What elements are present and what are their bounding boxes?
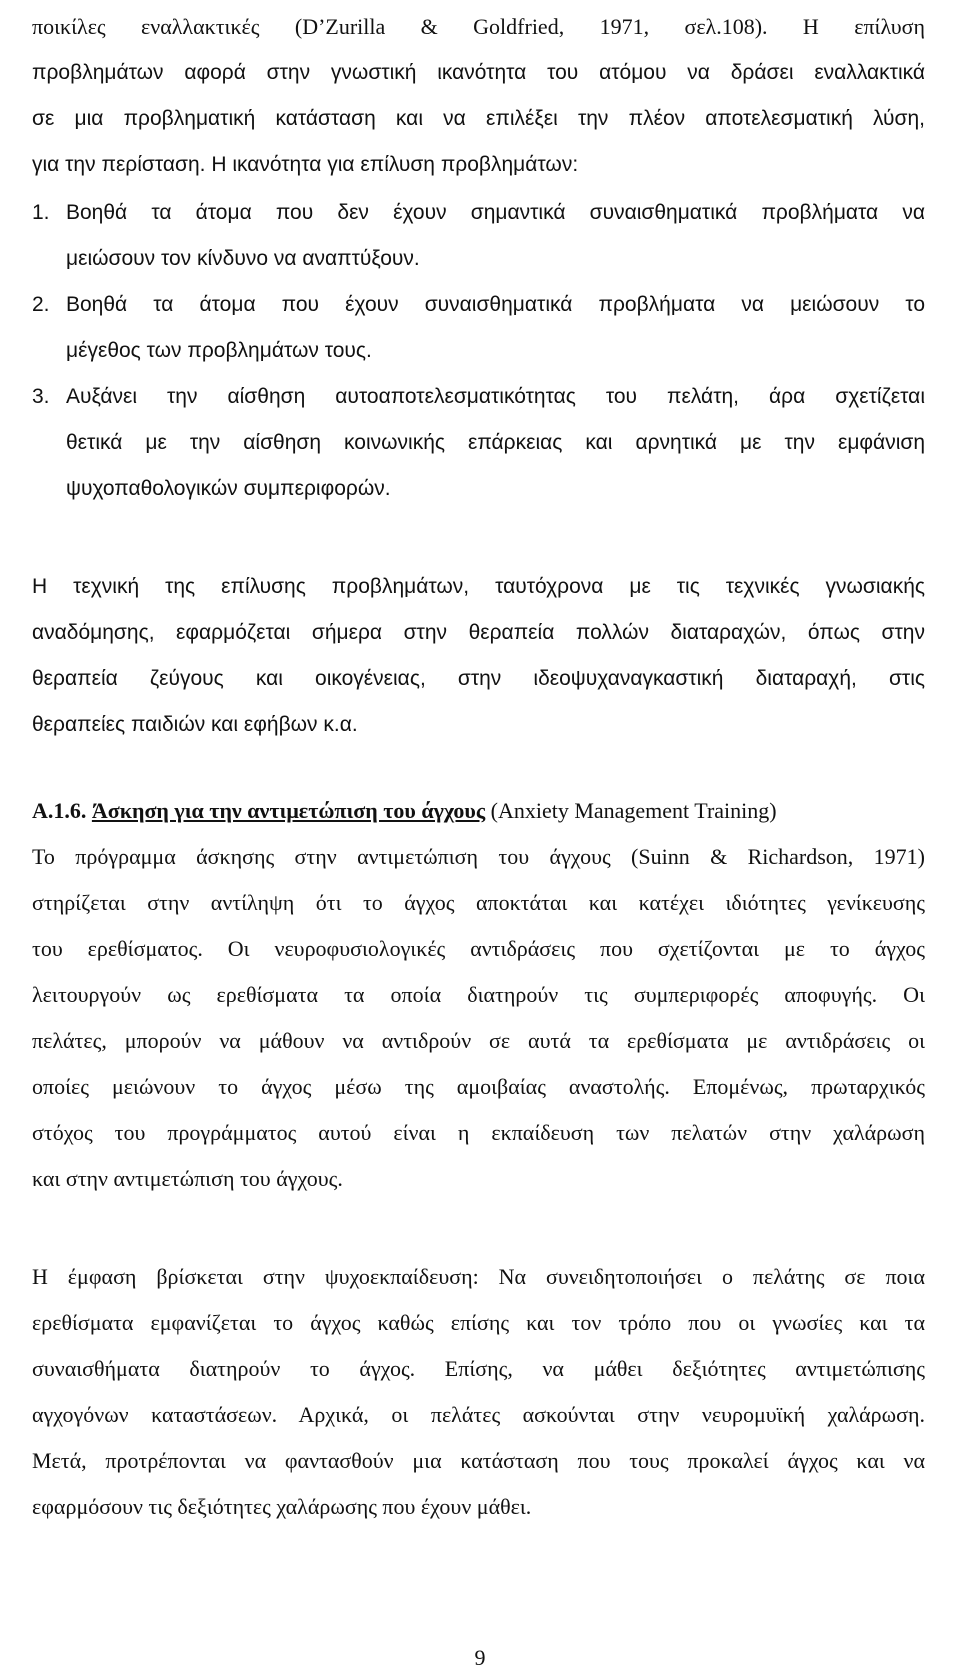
text-line: πελάτες, μπορούν να μάθουν να αντιδρούν σε αυτά τα ερεθίσματα με αντιδράσεις οι <box>32 1028 925 1053</box>
section-heading <box>32 788 925 834</box>
text-line: συναισθήματα διατηρούν το άγχος. Επίσης, να μάθει δεξιότητες αντιμετώπισης <box>32 1356 925 1381</box>
text-line: προβλημάτων αφορά στην γνωστική ικανότητα του ατόμου να δράσει εναλλακτικά <box>32 61 925 84</box>
list-item <box>32 190 925 236</box>
list-item-text: Αυξάνει την αίσθηση αυτοαποτελεσματικότητας του πελάτη, άρα σχετίζεται <box>66 385 925 408</box>
text-line: σε μια προβληματική κατάσταση και να επιλέξει την πλέον αποτελεσματική λύση, <box>32 107 925 130</box>
list-item-continuation: θετικά με την αίσθηση κοινωνικής επάρκειας και αρνητικά με την εμφάνιση <box>66 431 925 454</box>
list-item-continuation: ψυχοπαθολογικών συμπεριφορών. <box>66 477 391 500</box>
section-title: Άσκηση για την αντιμετώπιση του άγχους <box>91 798 486 823</box>
text-line: εφαρμόσουν τις δεξιότητες χαλάρωσης που έχουν μάθει. <box>32 1494 532 1519</box>
list-item-continuation: μειώσουν τον κίνδυνο να αναπτύξουν. <box>66 247 420 270</box>
text-line: Το πρόγραμμα άσκησης στην αντιμετώπιση του άγχους (Suinn & Richardson, 1971) <box>32 844 925 869</box>
text-line: στόχος του προγράμματος αυτού είναι η εκπαίδευση των πελατών στην χαλάρωση <box>32 1120 925 1145</box>
list-item-text: Βοηθά τα άτομα που δεν έχουν σημαντικά συναισθηματικά προβλήματα να <box>66 201 925 224</box>
text-line: ερεθίσματα εμφανίζεται το άγχος καθώς επίσης και τον τρόπο που οι γνωσίες και τα <box>32 1310 925 1335</box>
text-line: αναδόμησης, εφαρμόζεται σήμερα στην θεραπεία πολλών διαταραχών, όπως στην <box>32 621 925 644</box>
text-line: στηρίζεται στην αντίληψη ότι το άγχος αποκτάται και κατέχει ιδιότητες γενίκευσης <box>32 890 925 915</box>
list-item-text: Βοηθά τα άτομα που έχουν συναισθηματικά προβλήματα να μειώσουν το <box>66 293 925 316</box>
text-line: Η έμφαση βρίσκεται στην ψυχοεκπαίδευση: Να συνειδητοποιήσει ο πελάτης σε ποια <box>32 1264 925 1289</box>
list-item-number: 3. <box>32 385 50 408</box>
text-line: Μετά, προτρέπονται να φαντασθούν μια κατάσταση που τους προκαλεί άγχος και να <box>32 1448 925 1473</box>
section-number: Α.1.6. <box>32 798 87 823</box>
list-item-number: 1. <box>32 201 50 224</box>
text-line: θεραπείες παιδιών και εφήβων κ.α. <box>32 713 358 736</box>
text-line: λειτουργούν ως ερεθίσματα τα οποία διατηρούν τις συμπεριφορές αποφυγής. Οι <box>32 982 925 1007</box>
text-line: για την περίσταση. Η ικανότητα για επίλυση προβλημάτων: <box>32 153 579 176</box>
text-line: του ερεθίσματος. Οι νευροφυσιολογικές αντιδράσεις που σχετίζονται με το άγχος <box>32 936 925 961</box>
page-number: 9 <box>474 1645 486 1670</box>
list-item-number: 2. <box>32 293 50 316</box>
section-subtitle: (Anxiety Management Training) <box>490 798 777 823</box>
list-item-continuation: μέγεθος των προβλημάτων τους. <box>66 339 372 362</box>
list-item <box>32 374 925 420</box>
text-line: και στην αντιμετώπιση του άγχους. <box>32 1166 343 1191</box>
text-line: θεραπεία ζεύγους και οικογένειας, στην ιδεοψυχαναγκαστική διαταραχή, στις <box>32 667 925 690</box>
text-line: οποίες μειώνουν το άγχος μέσω της αμοιβαίας αναστολής. Επομένως, πρωταρχικός <box>32 1074 925 1099</box>
list-item <box>32 282 925 328</box>
text-line: Η τεχνική της επίλυσης προβλημάτων, ταυτόχρονα με τις τεχνικές γνωσιακής <box>32 575 925 598</box>
text-line: ποικίλες εναλλακτικές (D’Zurilla & Goldfried, 1971, σελ.108). Η επίλυση <box>32 14 925 39</box>
text-line: αγχογόνων καταστάσεων. Αρχικά, οι πελάτες ασκούνται στην νευρομυϊκή χαλάρωση. <box>32 1402 925 1427</box>
